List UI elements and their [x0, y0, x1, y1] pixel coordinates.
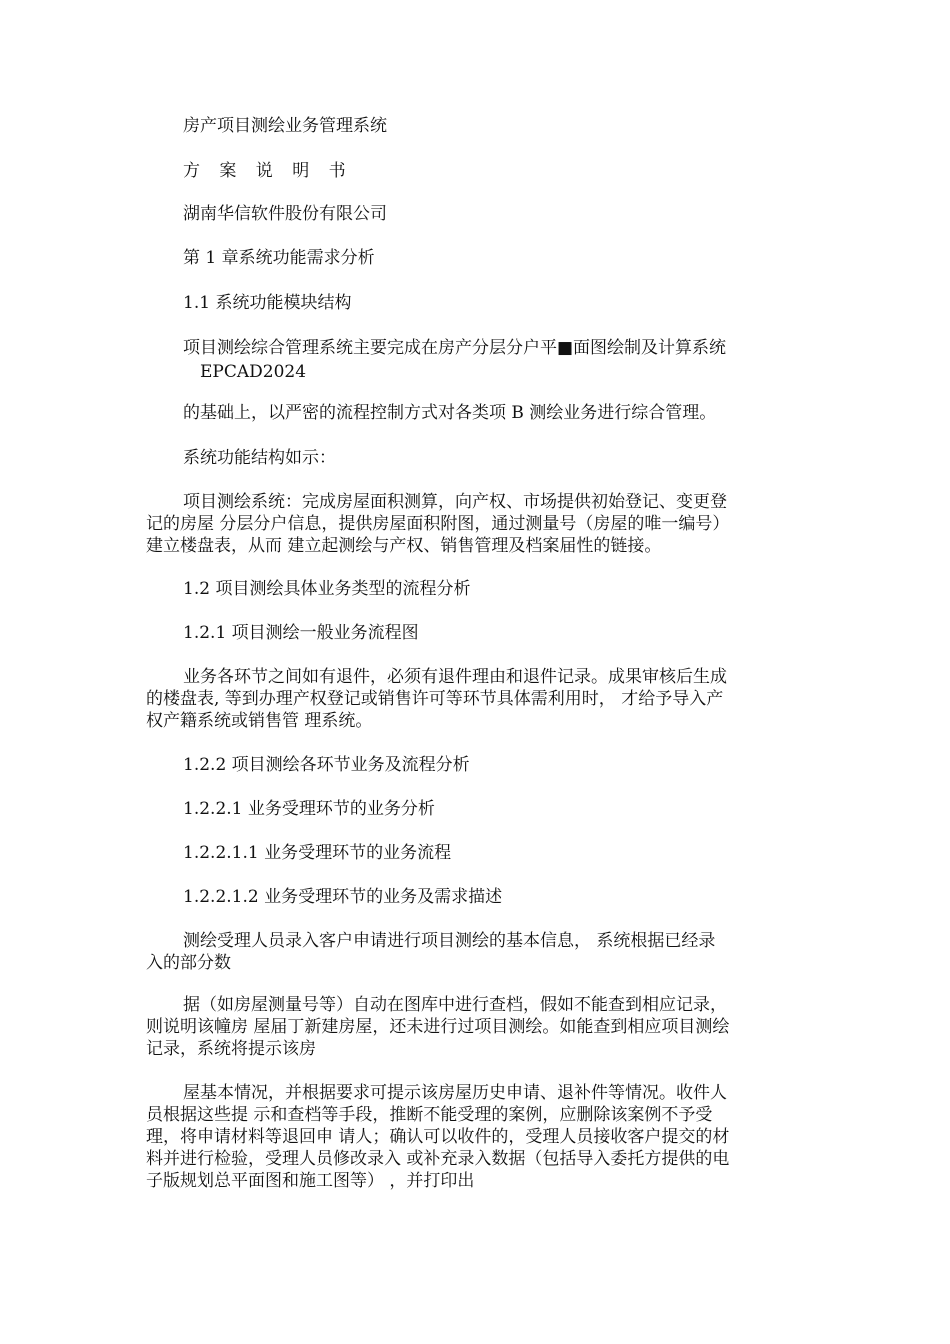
document-subtitle: 方 案 说 明 书	[183, 161, 353, 181]
section-heading-1-2-1: 1.2.1 项目测绘一般业务流程图	[183, 623, 419, 643]
acceptance-2-line-1: 据（如房屋测量号等）自动在图库中进行查档，假如不能查到相应记录，	[183, 995, 727, 1015]
intro-paragraph-line-1: 项目测绘综合管理系统主要完成在房产分层分户平■面图绘制及计算系统	[183, 338, 727, 358]
acceptance-3-line-3: 理，将申请材料等退回申 请人；确认可以收件的，受理人员接收客户提交的材	[146, 1127, 730, 1147]
intro-paragraph-line-2: EPCAD2024	[200, 362, 307, 382]
section-heading-1-2-2-1-1: 1.2.2.1.1 业务受理环节的业务流程	[183, 843, 452, 863]
workflow-line-1: 业务各环节之间如有退件，必须有退件理由和退件记录。成果审核后生成	[183, 667, 727, 687]
acceptance-3-line-2: 员根据这些提 示和查档等手段，推断不能受理的案例，应删除该案例不予受	[146, 1105, 713, 1125]
acceptance-paragraph-1	[146, 930, 806, 974]
survey-system-line-2: 记的房屋 分层分户信息，提供房屋面积附图，通过测量号（房屋的唯一编号）	[146, 514, 730, 534]
section-heading-1-2-2: 1.2.2 项目测绘各环节业务及流程分析	[183, 755, 470, 775]
acceptance-2-line-3: 记录，系统将提示该房	[146, 1039, 316, 1059]
section-heading-1-2-2-1-2: 1.2.2.1.2 业务受理环节的业务及需求描述	[183, 887, 503, 907]
document-title: 房产项目测绘业务管理系统	[183, 116, 387, 136]
survey-system-line-3: 建立楼盘表，从而 建立起测绘与产权、销售管理及档案届性的链接。	[146, 536, 662, 556]
survey-system-line-1: 项目测绘系统：完成房屋面积测算，向产权、市场提供初始登记、变更登	[183, 492, 727, 512]
section-heading-1-2: 1.2 项目测绘具体业务类型的流程分析	[183, 579, 471, 599]
section-heading-1-1: 1.1 系统功能模块结构	[183, 293, 352, 313]
structure-label: 系统功能结构如示：	[183, 448, 336, 468]
company-name: 湖南华信软件股份有限公司	[183, 204, 387, 224]
acceptance-3-line-5: 子版规划总平面图和施工图等） ，并打印出	[146, 1171, 475, 1191]
acceptance-3-line-1: 屋基本情况，并根据要求可提示该房屋历史申请、退补件等情况。收件人	[183, 1083, 727, 1103]
acceptance-1-line-1: 测绘受理人员录入客户申请进行项目测绘的基本信息， 系统根据已经录	[183, 931, 716, 951]
survey-system-paragraph	[146, 491, 806, 557]
chapter-heading: 第 1 章系统功能需求分析	[183, 248, 375, 268]
intro-paragraph-line-3: 的基础上，以严密的流程控制方式对各类项 B 测绘业务进行综合管理。	[183, 403, 717, 423]
acceptance-3-line-4: 料并进行检验，受理人员修改录入 或补充录入数据（包括导入委托方提供的电	[146, 1149, 730, 1169]
workflow-line-2: 的楼盘表, 等到办理产权登记或销售许可等环节具体需利用时， 才给予导入产	[146, 689, 724, 709]
acceptance-paragraph-3	[146, 1082, 806, 1192]
workflow-paragraph	[146, 666, 806, 732]
acceptance-1-line-2: 入的部分数	[146, 953, 231, 973]
section-heading-1-2-2-1: 1.2.2.1 业务受理环节的业务分析	[183, 799, 435, 819]
workflow-line-3: 权产籍系统或销售管 理系统。	[146, 711, 373, 731]
acceptance-2-line-2: 则说明该幢房 屋届丁新建房屋，还未进行过项目测绘。如能查到相应项目测绘	[146, 1017, 730, 1037]
acceptance-paragraph-2	[146, 994, 806, 1060]
